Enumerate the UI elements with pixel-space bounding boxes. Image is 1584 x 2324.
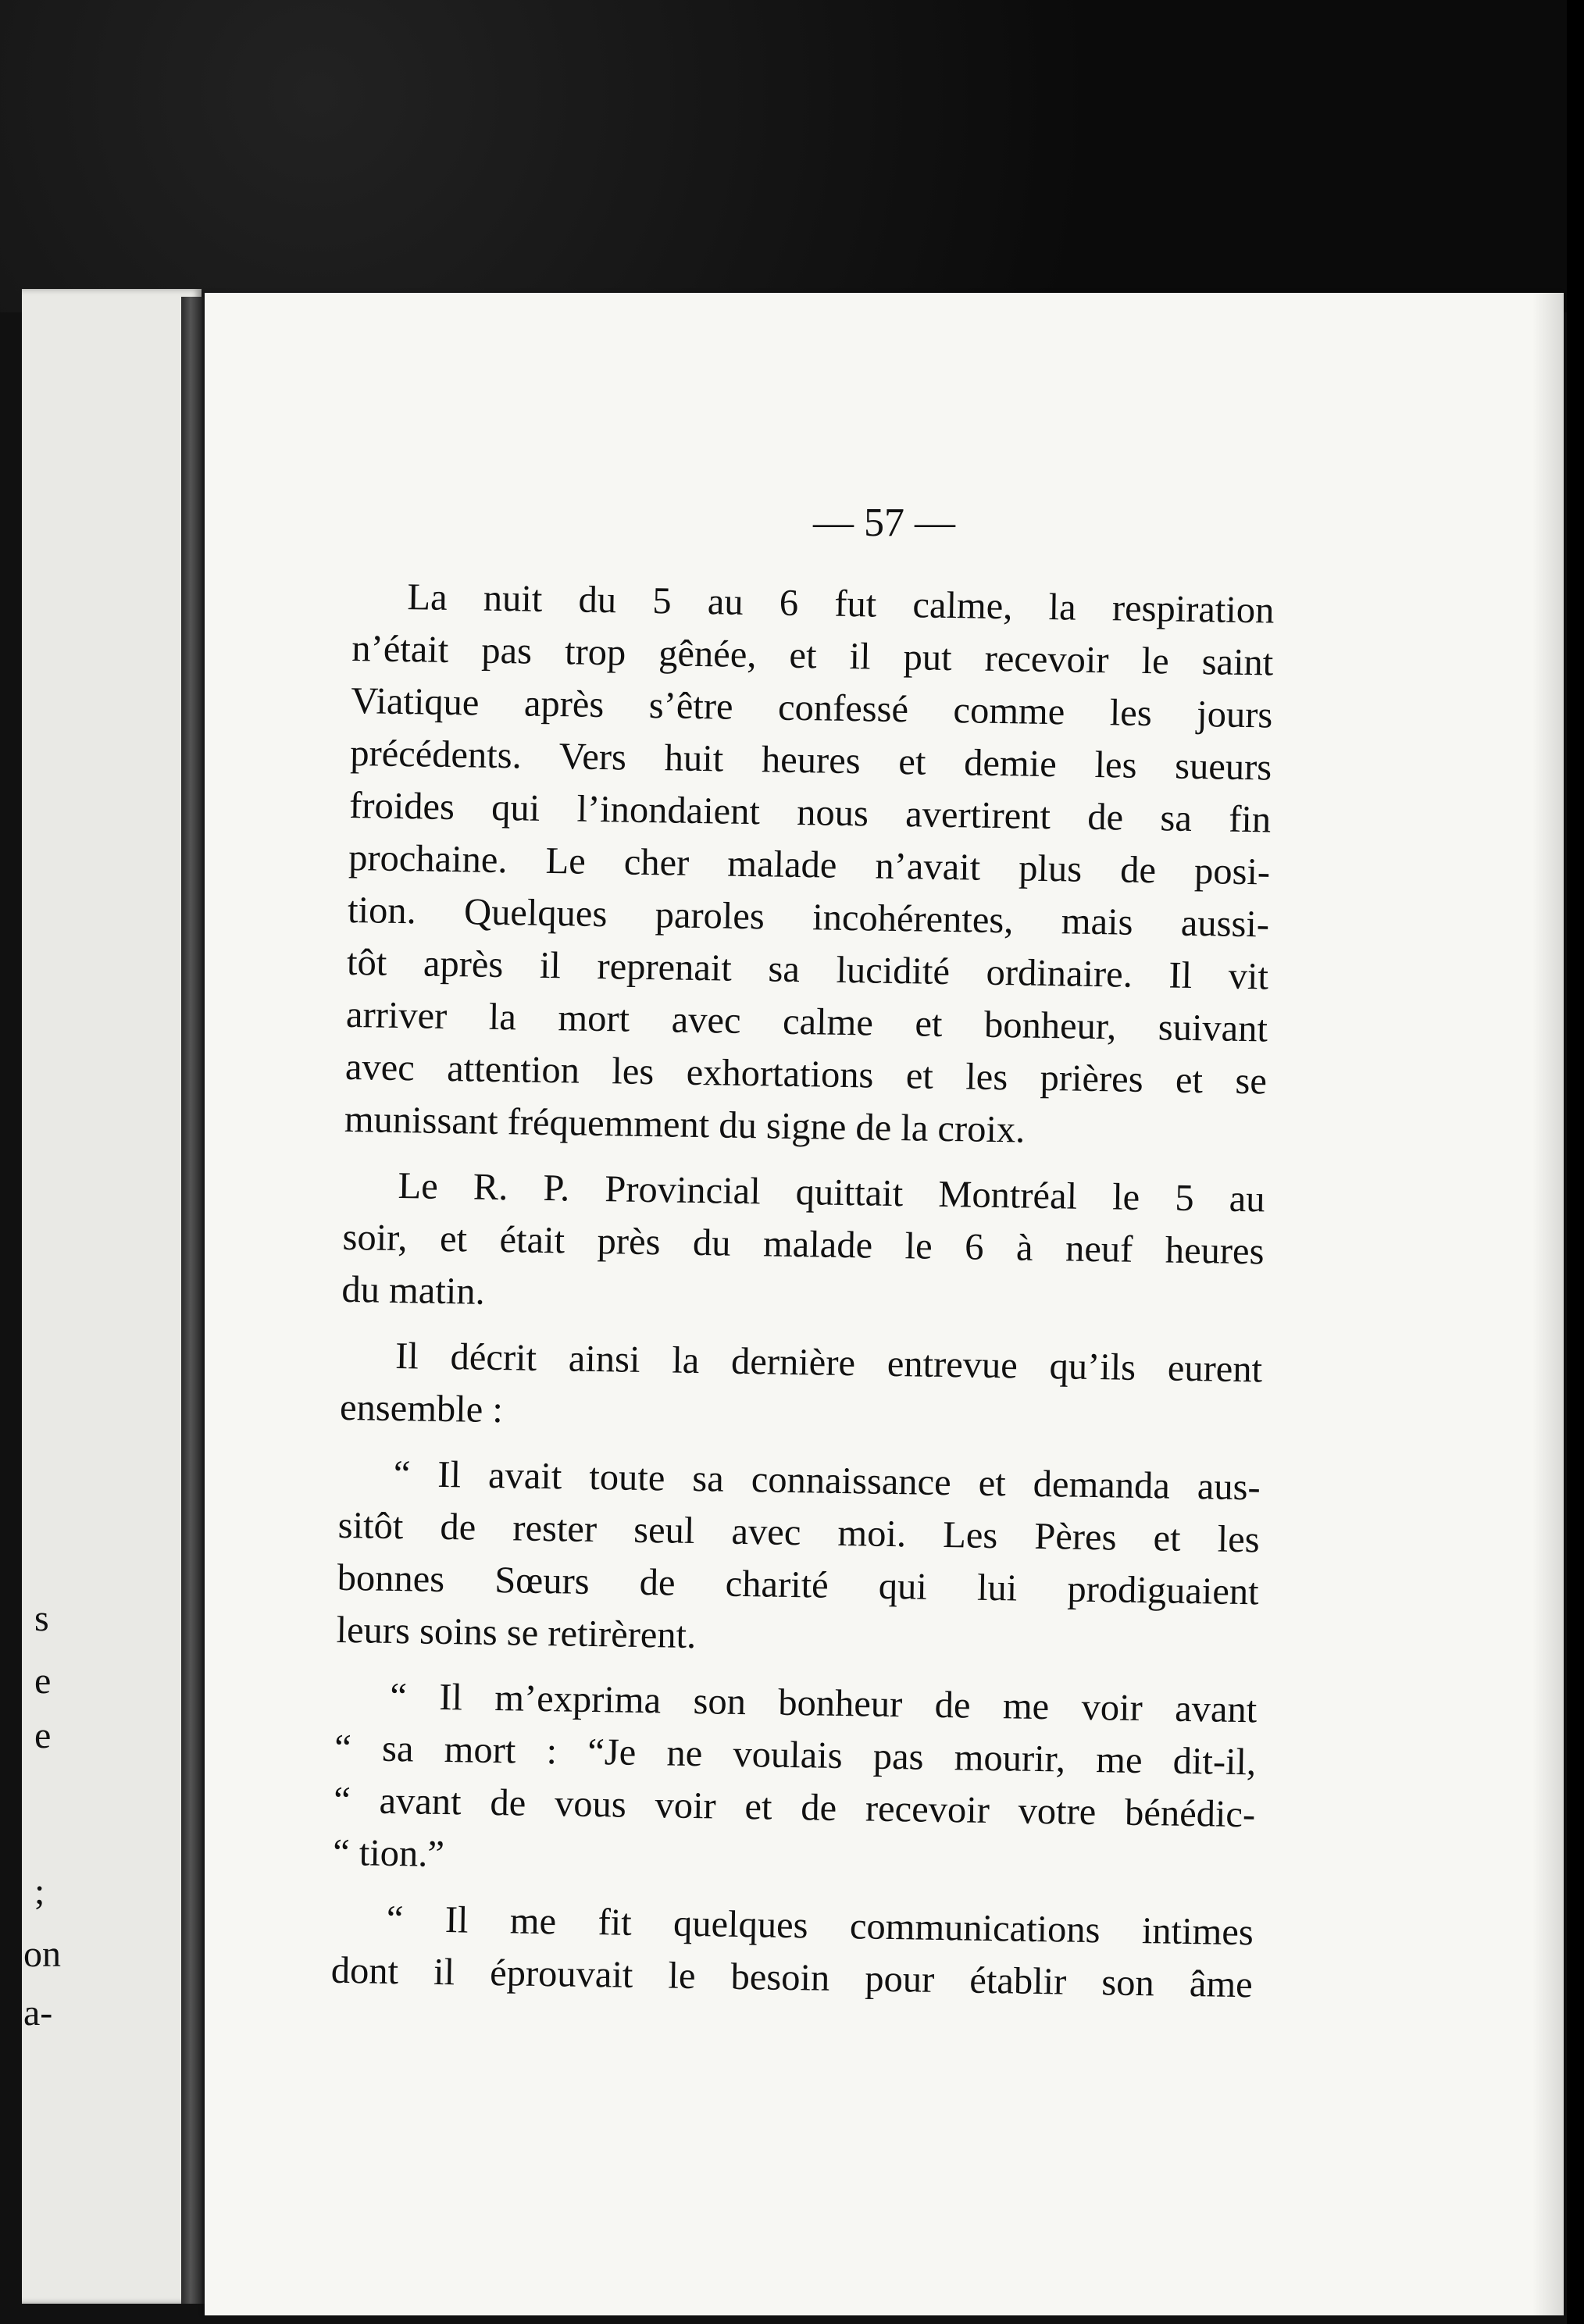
page-body <box>330 570 1275 2024</box>
facing-page-fragment: ; <box>34 1871 45 1912</box>
text-line: avec attention les exhortations et les prières et se <box>344 1046 1268 1103</box>
text-line: soir, et était près du malade le 6 à neuf heures <box>342 1216 1265 1273</box>
text-line: dont il éprouvait le besoin pour établir son âme <box>330 1949 1254 2006</box>
scan-background <box>0 0 1584 312</box>
text-line: tôt après il reprenait sa lucidité ordinaire. Il vit <box>346 941 1269 998</box>
text-line: “ Il avait toute sa connaissance et demanda aus- <box>393 1452 1261 1509</box>
facing-page-fragment: s <box>34 1598 49 1639</box>
text-line: Il décrit ainsi la dernière entrevue qu’ils eurent <box>394 1335 1263 1391</box>
facing-page-fragment: e <box>34 1660 52 1702</box>
text-line: “ tion.” <box>332 1831 445 1876</box>
paragraph <box>344 570 1274 1160</box>
paragraph <box>336 1447 1261 1671</box>
text-line: précédents. Vers huit heures et demie les sueurs <box>349 732 1272 789</box>
text-line: du matin. <box>341 1268 486 1313</box>
text-line: ensemble : <box>339 1386 504 1431</box>
facing-page-fragment: e <box>34 1715 52 1756</box>
facing-page-fragment: a- <box>23 1992 53 2034</box>
page-number: — 57 — <box>813 501 955 545</box>
text-line: Le R. P. Provincial quittait Montréal le 5 au <box>398 1165 1265 1221</box>
book-page <box>205 293 1564 2315</box>
paragraph <box>341 1159 1265 1331</box>
text-line: sitôt de rester seul avec moi. Les Pères et les <box>337 1504 1261 1561</box>
text-line: prochaine. Le cher malade n’avait plus de posi- <box>348 836 1271 893</box>
paragraph <box>330 1892 1254 2012</box>
page-shadow <box>1532 293 1564 2315</box>
text-line: arriver la mort avec calme et bonheur, suivant <box>345 993 1268 1050</box>
text-line: Viatique après s’être confessé comme les jours <box>350 679 1273 736</box>
text-line: “ Il m’exprima son bonheur de me voir avant <box>389 1675 1258 1731</box>
text-line: munissant fréquemment du signe de la croix. <box>344 1098 1026 1151</box>
paragraph <box>340 1329 1263 1449</box>
paragraph <box>333 1670 1258 1894</box>
text-line: “ avant de vous voir et de recevoir votre bénédic- <box>333 1779 1256 1836</box>
text-line: La nuit du 5 au 6 fut calme, la respiration <box>407 576 1275 632</box>
text-line: “ sa mort : “Je ne voulais pas mourir, me dit-il, <box>334 1727 1257 1784</box>
text-line: tion. Quelques paroles incohérentes, mais aussi- <box>347 889 1270 946</box>
book-gutter <box>181 297 205 2304</box>
text-line: n’était pas trop gênée, et il put recevoir le saint <box>351 627 1274 684</box>
text-line: leurs soins se retirèrent. <box>336 1609 697 1657</box>
scan-right-edge <box>1567 0 1584 2324</box>
text-line: “ Il me fit quelques communications intimes <box>386 1898 1254 1954</box>
facing-page-fragment: on <box>23 1934 61 1975</box>
text-line: froides qui l’inondaient nous avertirent de sa fin <box>348 784 1272 841</box>
text-line: bonnes Sœurs de charité qui lui prodiguaient <box>337 1556 1260 1613</box>
